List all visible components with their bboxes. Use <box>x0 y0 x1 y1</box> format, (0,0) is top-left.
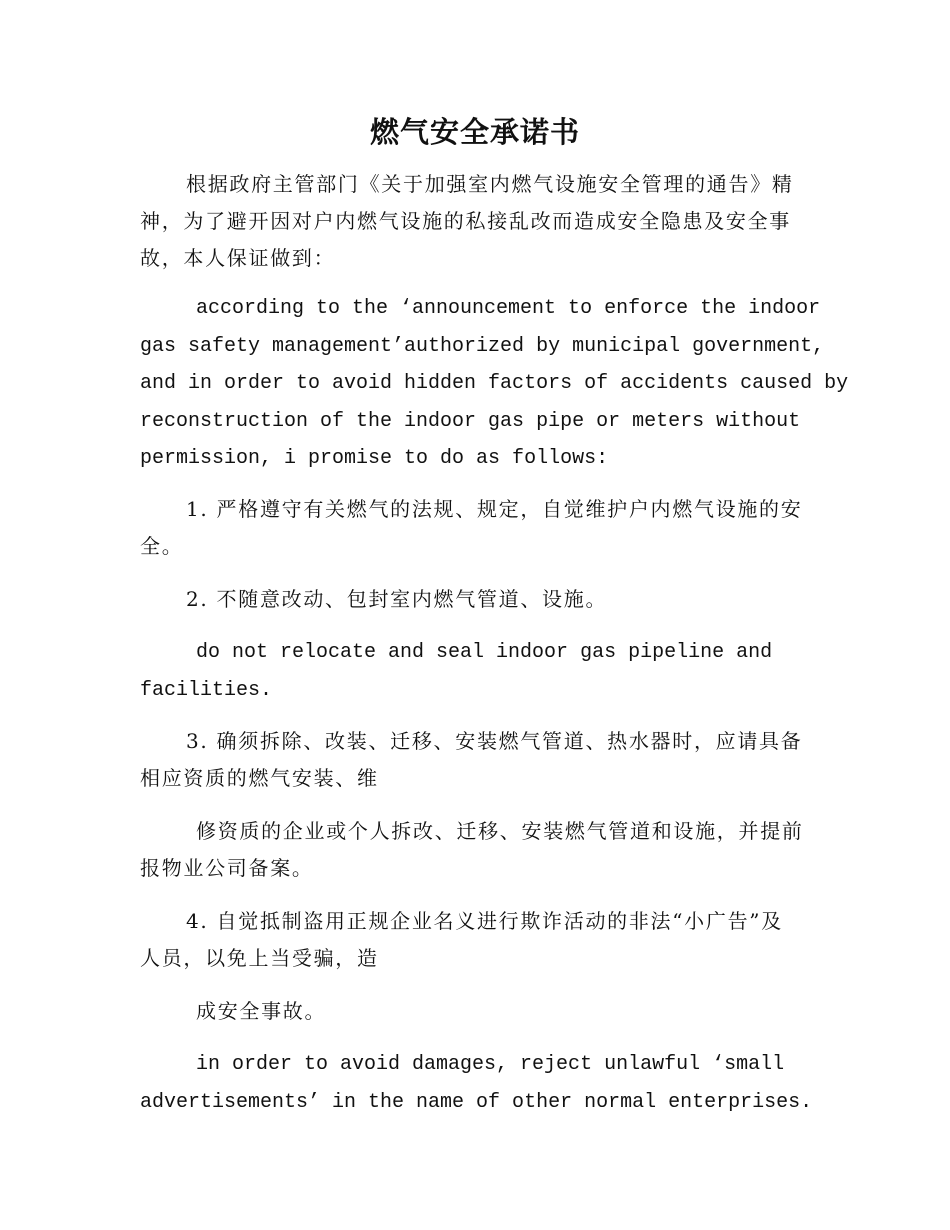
text-line: facilities. <box>140 678 273 702</box>
item-4-zh <box>140 903 805 977</box>
item-4-en <box>140 1046 813 1121</box>
intro-paragraph-en <box>140 290 849 478</box>
text-line: gas safety management’authorized by municipal government, <box>140 334 825 358</box>
text-line: 故，本人保证做到： <box>140 246 336 270</box>
text-line: 1. 严格遵守有关燃气的法规、规定，自觉维护户内燃气设施的安 <box>186 497 803 521</box>
text-line: 神，为了避开因对户内燃气设施的私接乱改而造成安全隐患及安全事 <box>140 209 791 233</box>
text-line: 相应资质的燃气安装、维 <box>140 766 379 790</box>
text-line: do not relocate and seal indoor gas pipeline and <box>196 641 773 664</box>
text-line: according to the ‘announcement to enforce the indoor <box>196 297 821 320</box>
text-line: in order to avoid damages, reject unlawful ‘small <box>196 1053 785 1076</box>
text-line: 人员，以免上当受骗，造 <box>140 946 379 970</box>
item-2-en <box>140 634 805 709</box>
item-3-zh <box>140 723 805 797</box>
intro-paragraph-zh <box>140 166 805 277</box>
text-line: 成安全事故。 <box>196 999 327 1023</box>
text-line: 4. 自觉抵制盗用正规企业名义进行欺诈活动的非法“小广告”及 <box>186 909 783 933</box>
text-line: 报物业公司备案。 <box>140 856 314 880</box>
text-line: advertisements’ in the name of other normal enterprises. <box>140 1090 813 1114</box>
text-line: 全。 <box>140 534 184 558</box>
text-line: 修资质的企业或个人拆改、迁移、安装燃气管道和设施，并提前 <box>196 819 804 843</box>
item-2-zh <box>140 581 805 618</box>
text-line: 2. 不随意改动、包封室内燃气管道、设施。 <box>186 587 608 611</box>
item-3-continued-zh <box>140 813 805 887</box>
text-line: 根据政府主管部门《关于加强室内燃气设施安全管理的通告》精 <box>186 172 794 196</box>
item-1-zh <box>140 491 805 565</box>
text-line: and in order to avoid hidden factors of accidents caused by <box>140 372 849 395</box>
text-line: reconstruction of the indoor gas pipe or meters without <box>140 409 801 433</box>
text-line: permission, i promise to do as follows: <box>140 447 609 470</box>
text-line: 3. 确须拆除、改装、迁移、安装燃气管道、热水器时，应请具备 <box>186 729 803 753</box>
document-title: 燃气安全承诺书 <box>369 115 580 149</box>
item-4-continued-zh <box>140 993 805 1030</box>
